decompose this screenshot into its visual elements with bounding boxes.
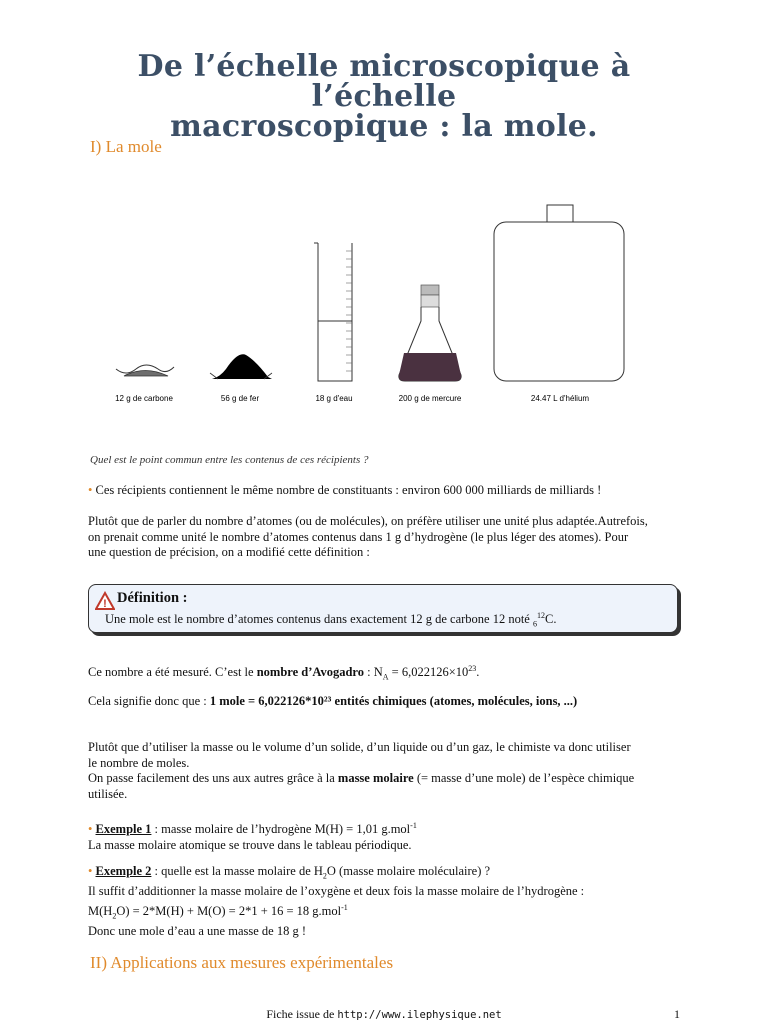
bullet-marker: •: [88, 822, 93, 837]
example-1: [88, 818, 688, 853]
moles-line-3-end: (= masse d’une mole) de l’espèce chimique: [413, 771, 635, 785]
example-2-line-2: Il suffit d’additionner la masse molaire de l’oxygène et deux fois la masse molaire de l’hydrogène :: [88, 884, 585, 898]
example-2-label: Exemple 2: [95, 864, 152, 878]
example-2-text-end: O (masse molaire moléculaire) ?: [326, 864, 491, 878]
intro-line-3: une question de précision, on a modifié cette définition :: [88, 545, 370, 559]
moles-bold: masse molaire: [337, 771, 414, 785]
helium-bottle: [494, 205, 624, 381]
caption-mercure: 200 g de mercure: [398, 394, 462, 403]
moles-line-3: On passe facilement des uns aux autres grâce à la: [88, 771, 338, 785]
page-number: 1: [674, 1007, 680, 1021]
containers-illustration: [100, 195, 660, 415]
iron-heap: [210, 354, 272, 379]
avogadro-paragraph: [88, 661, 688, 685]
moles-line-1: Plutôt que d’utiliser la masse ou le volume d’un solide, d’un liquide ou d’un gaz, le chimiste va donc utiliser: [88, 740, 631, 754]
warning-icon: [95, 591, 115, 611]
example-1-line-2: La masse molaire atomique se trouve dans le tableau périodique.: [88, 837, 412, 852]
example-1-text: : masse molaire de l’hydrogène M(H) = 1,01 g.mol: [151, 822, 411, 837]
example-2: [88, 864, 688, 939]
avogadro-exp: 23: [468, 664, 477, 673]
avogadro-text: Ce nombre a été mesuré. C’est le: [88, 665, 257, 680]
intro-paragraph: [88, 514, 688, 561]
answer-paragraph: [88, 483, 688, 499]
intro-line-1: Plutôt que de parler du nombre d’atomes (ou de molécules), on préfère utiliser une unité plus adaptée.Autrefois,: [88, 514, 648, 528]
definition-text-main: Une mole est le nombre d’atomes contenus dans exactement 12 g de carbone 12 noté: [105, 612, 533, 627]
mole-meaning-bold: 1 mole = 6,022126*10²³ entités chimiques (atomes, molécules, ions, ...): [209, 694, 578, 708]
caption-eau: 18 g d'eau: [315, 394, 353, 403]
example-2-line-4: Donc une mole d’eau a une masse de 18 g !: [88, 923, 306, 938]
definition-text: [105, 611, 556, 629]
example-2-line-3-sub: 2: [112, 911, 117, 921]
svg-text:!: !: [103, 598, 107, 610]
definition-sub: 6: [533, 619, 537, 629]
footer: [0, 1007, 768, 1022]
title-line-2: macroscopique : la mole.: [170, 109, 598, 144]
moles-line-4: utilisée.: [88, 786, 128, 801]
question: Quel est le point commun entre les contenus de ces récipients ?: [90, 454, 369, 466]
example-1-exp: -1: [410, 821, 417, 830]
avogadro-value: = 6,022126×10: [388, 665, 469, 680]
graduated-cylinder: [314, 243, 352, 381]
section-1-title: I) La mole: [90, 137, 162, 156]
caption-fer: 56 g de fer: [220, 394, 260, 403]
mole-meaning-text: Cela signifie donc que :: [88, 694, 210, 708]
avogadro-end: .: [476, 665, 480, 680]
mole-meaning: [88, 694, 688, 710]
example-2-line-3-end: O) = 2*M(H) + M(O) = 2*1 + 16 = 18 g.mol: [116, 903, 342, 918]
example-2-text: : quelle est la masse molaire de H: [151, 864, 323, 878]
definition-box: [88, 584, 678, 633]
section-2-title: II) Applications aux mesures expérimentales: [90, 953, 394, 972]
definition-text-end: C.: [545, 612, 557, 627]
avogadro-bold: nombre d’Avogadro: [256, 665, 365, 680]
caption-carbone: 12 g de carbone: [115, 394, 173, 403]
erlenmeyer-flask: [399, 285, 461, 381]
carbon-heap: [116, 365, 174, 376]
moles-line-2: le nombre de moles.: [88, 755, 190, 770]
bullet-marker: •: [88, 864, 93, 878]
moles-paragraph: [88, 740, 688, 802]
intro-line-2: on prenait comme unité le nombre d’atomes contenus dans 1 g d’hydrogène (le plus léger des atomes). Pour: [88, 529, 629, 544]
bullet-marker: •: [88, 483, 93, 497]
example-2-sub: 2: [322, 871, 327, 881]
footer-link[interactable]: http://www.ilephysique.net: [337, 1009, 502, 1021]
example-1-label: Exemple 1: [95, 822, 152, 837]
title-line-1: De l’échelle microscopique à l’échelle: [137, 49, 631, 114]
definition-sup: 12: [537, 611, 545, 620]
avogadro-symbol: : N: [364, 665, 383, 680]
example-2-line-3: M(H: [88, 903, 113, 918]
definition-title: Définition :: [117, 590, 188, 606]
example-2-line-3-exp: -1: [341, 902, 348, 912]
caption-helium: 24.47 L d'hélium: [530, 394, 590, 403]
avogadro-sub: A: [382, 672, 389, 682]
footer-prefix: Fiche issue de: [266, 1007, 338, 1021]
answer-text: Ces récipients contiennent le même nombre de constituants : environ 600 000 milliards de milliards !: [95, 483, 602, 497]
page-title: [60, 49, 708, 144]
